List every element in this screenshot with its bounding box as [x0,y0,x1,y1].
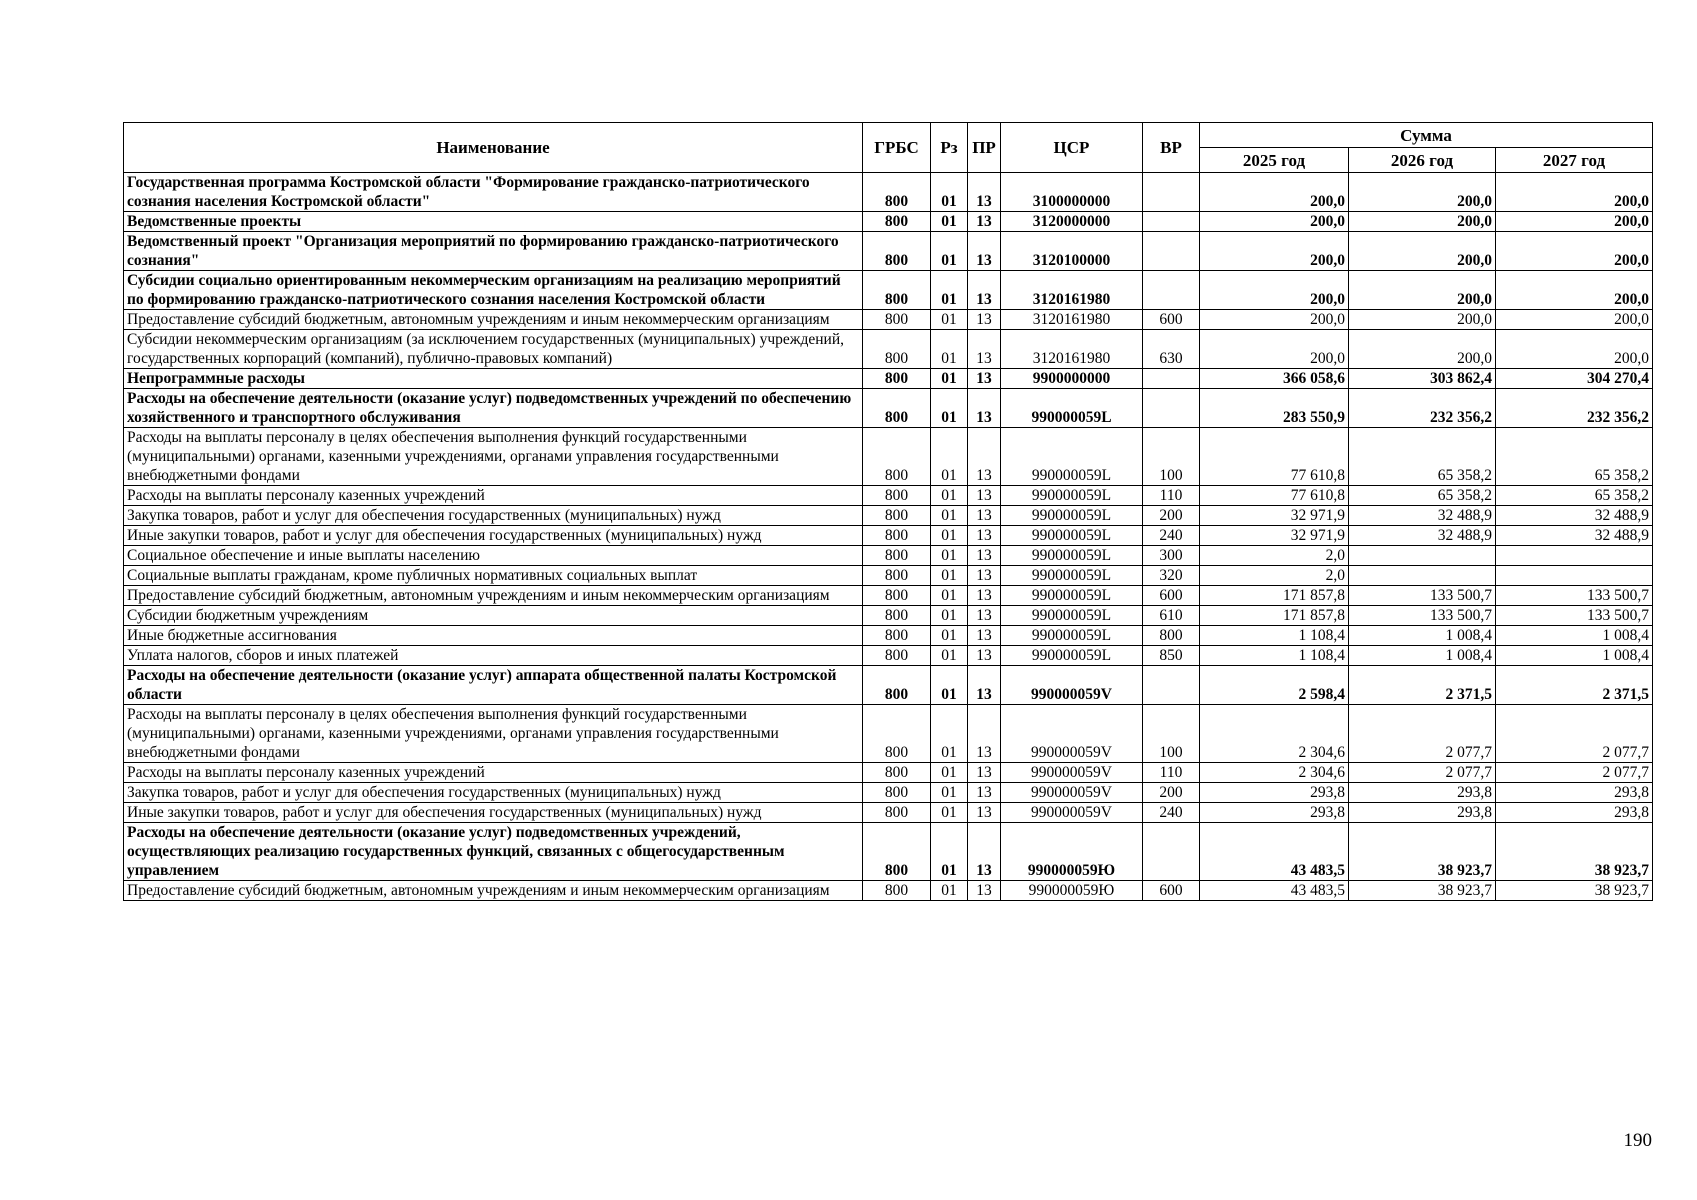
cell-y2027 [1496,546,1653,566]
table-row [124,232,1653,271]
cell-grbs: 800 [863,626,931,646]
cell-y2025: 283 550,9 [1200,389,1349,428]
cell-csr: 3120161980 [1001,271,1143,310]
cell-grbs: 800 [863,881,931,901]
cell-pr: 13 [968,232,1001,271]
cell-y2025: 32 971,9 [1200,526,1349,546]
cell-vr: 630 [1143,330,1200,369]
cell-y2026: 200,0 [1349,212,1496,232]
table-row [124,428,1653,486]
cell-rz: 01 [931,310,968,330]
cell-csr: 990000059L [1001,486,1143,506]
cell-pr: 13 [968,506,1001,526]
cell-y2026: 200,0 [1349,232,1496,271]
cell-csr: 3120000000 [1001,212,1143,232]
cell-vr [1143,389,1200,428]
cell-pr: 13 [968,783,1001,803]
cell-y2025: 1 108,4 [1200,646,1349,666]
cell-rz: 01 [931,232,968,271]
cell-grbs: 800 [863,389,931,428]
cell-grbs: 800 [863,646,931,666]
cell-y2025: 200,0 [1200,310,1349,330]
cell-grbs: 800 [863,586,931,606]
cell-rz: 01 [931,486,968,506]
cell-grbs: 800 [863,606,931,626]
cell-vr [1143,823,1200,881]
cell-rz: 01 [931,546,968,566]
cell-csr: 990000059L [1001,546,1143,566]
cell-pr: 13 [968,310,1001,330]
cell-csr: 990000059L [1001,506,1143,526]
cell-y2025: 77 610,8 [1200,486,1349,506]
cell-grbs: 800 [863,546,931,566]
cell-y2027: 200,0 [1496,232,1653,271]
cell-pr: 13 [968,212,1001,232]
table-row [124,803,1653,823]
cell-vr: 240 [1143,526,1200,546]
cell-rz: 01 [931,369,968,389]
cell-rz: 01 [931,212,968,232]
cell-y2027: 200,0 [1496,173,1653,212]
cell-grbs: 800 [863,823,931,881]
cell-name: Предоставление субсидий бюджетным, автономным учреждениям и иным некоммерческим организациям [124,586,863,606]
cell-y2027: 200,0 [1496,310,1653,330]
cell-vr: 850 [1143,646,1200,666]
cell-grbs: 800 [863,763,931,783]
cell-y2027: 1 008,4 [1496,646,1653,666]
cell-y2027: 65 358,2 [1496,486,1653,506]
cell-csr: 3100000000 [1001,173,1143,212]
cell-pr: 13 [968,823,1001,881]
cell-y2027: 200,0 [1496,330,1653,369]
cell-vr: 610 [1143,606,1200,626]
cell-y2026: 1 008,4 [1349,626,1496,646]
cell-csr: 990000059L [1001,626,1143,646]
cell-name: Расходы на обеспечение деятельности (оказание услуг) аппарата общественной палаты Костромской области [124,666,863,705]
cell-vr: 110 [1143,486,1200,506]
cell-name: Социальное обеспечение и иные выплаты населению [124,546,863,566]
cell-vr: 320 [1143,566,1200,586]
cell-y2025: 43 483,5 [1200,823,1349,881]
cell-name: Субсидии социально ориентированным некоммерческим организациям на реализацию мероприятий по формированию гражданско-патриотического сознания населения Костромской области [124,271,863,310]
cell-rz: 01 [931,428,968,486]
table-row [124,881,1653,901]
cell-name: Предоставление субсидий бюджетным, автономным учреждениям и иным некоммерческим организациям [124,881,863,901]
cell-y2027: 293,8 [1496,803,1653,823]
cell-csr: 990000059Ю [1001,823,1143,881]
cell-vr: 300 [1143,546,1200,566]
cell-name: Иные закупки товаров, работ и услуг для обеспечения государственных (муниципальных) нужд [124,803,863,823]
cell-y2027: 200,0 [1496,212,1653,232]
cell-y2025: 2 304,6 [1200,763,1349,783]
cell-y2025: 366 058,6 [1200,369,1349,389]
page-number: 190 [1623,1130,1652,1151]
cell-rz: 01 [931,271,968,310]
cell-vr [1143,212,1200,232]
cell-y2027: 293,8 [1496,783,1653,803]
cell-rz: 01 [931,881,968,901]
cell-vr: 240 [1143,803,1200,823]
cell-rz: 01 [931,803,968,823]
cell-rz: 01 [931,173,968,212]
cell-rz: 01 [931,783,968,803]
cell-pr: 13 [968,705,1001,763]
cell-grbs: 800 [863,705,931,763]
cell-rz: 01 [931,566,968,586]
cell-rz: 01 [931,666,968,705]
cell-y2027: 38 923,7 [1496,881,1653,901]
cell-csr: 3120161980 [1001,330,1143,369]
header-csr: ЦСР [1001,123,1143,173]
cell-csr: 990000059Ю [1001,881,1143,901]
cell-y2026: 32 488,9 [1349,526,1496,546]
header-2027: 2027 год [1496,148,1653,173]
cell-y2027: 304 270,4 [1496,369,1653,389]
cell-y2027: 133 500,7 [1496,606,1653,626]
cell-y2026: 2 077,7 [1349,763,1496,783]
cell-y2025: 293,8 [1200,783,1349,803]
cell-csr: 3120100000 [1001,232,1143,271]
cell-y2025: 32 971,9 [1200,506,1349,526]
cell-pr: 13 [968,666,1001,705]
table-row [124,310,1653,330]
cell-grbs: 800 [863,526,931,546]
cell-y2027: 2 077,7 [1496,763,1653,783]
cell-y2026: 200,0 [1349,310,1496,330]
cell-y2025: 2 304,6 [1200,705,1349,763]
cell-grbs: 800 [863,506,931,526]
cell-y2025: 171 857,8 [1200,606,1349,626]
table-row [124,173,1653,212]
cell-y2025: 2 598,4 [1200,666,1349,705]
table-row [124,783,1653,803]
cell-pr: 13 [968,486,1001,506]
cell-rz: 01 [931,526,968,546]
table-row [124,389,1653,428]
cell-y2025: 2,0 [1200,566,1349,586]
cell-pr: 13 [968,369,1001,389]
cell-y2026: 200,0 [1349,330,1496,369]
cell-grbs: 800 [863,486,931,506]
cell-name: Расходы на выплаты персоналу казенных учреждений [124,486,863,506]
cell-grbs: 800 [863,271,931,310]
cell-pr: 13 [968,646,1001,666]
cell-name: Ведомственные проекты [124,212,863,232]
cell-vr: 100 [1143,428,1200,486]
cell-name: Закупка товаров, работ и услуг для обеспечения государственных (муниципальных) нужд [124,506,863,526]
cell-pr: 13 [968,566,1001,586]
cell-vr: 200 [1143,506,1200,526]
cell-name: Уплата налогов, сборов и иных платежей [124,646,863,666]
table-row [124,271,1653,310]
cell-y2025: 77 610,8 [1200,428,1349,486]
cell-y2025: 2,0 [1200,546,1349,566]
cell-csr: 990000059V [1001,763,1143,783]
cell-vr [1143,232,1200,271]
table-row [124,666,1653,705]
cell-name: Иные бюджетные ассигнования [124,626,863,646]
cell-name: Ведомственный проект "Организация мероприятий по формированию гражданско-патриотического сознания" [124,232,863,271]
cell-csr: 990000059L [1001,566,1143,586]
cell-csr: 9900000000 [1001,369,1143,389]
cell-rz: 01 [931,626,968,646]
cell-y2027: 38 923,7 [1496,823,1653,881]
cell-y2026: 38 923,7 [1349,823,1496,881]
cell-csr: 990000059L [1001,526,1143,546]
cell-rz: 01 [931,389,968,428]
cell-grbs: 800 [863,212,931,232]
table-row [124,763,1653,783]
header-name: Наименование [124,123,863,173]
cell-pr: 13 [968,428,1001,486]
cell-grbs: 800 [863,369,931,389]
cell-y2026: 133 500,7 [1349,586,1496,606]
table-row [124,566,1653,586]
cell-csr: 990000059L [1001,428,1143,486]
cell-y2026: 2 077,7 [1349,705,1496,763]
cell-y2025: 200,0 [1200,330,1349,369]
budget-table [123,122,1653,901]
header-2025: 2025 год [1200,148,1349,173]
cell-csr: 990000059V [1001,705,1143,763]
cell-rz: 01 [931,606,968,626]
cell-name: Расходы на выплаты персоналу в целях обеспечения выполнения функций государственными (муниципальными) органами, казенными учреждениями, органами управления государственными внебюджетными фондами [124,428,863,486]
cell-grbs: 800 [863,310,931,330]
cell-y2026: 32 488,9 [1349,506,1496,526]
table-row [124,506,1653,526]
cell-grbs: 800 [863,666,931,705]
cell-csr: 990000059V [1001,783,1143,803]
cell-y2026: 200,0 [1349,271,1496,310]
cell-name: Социальные выплаты гражданам, кроме публичных нормативных социальных выплат [124,566,863,586]
cell-vr: 800 [1143,626,1200,646]
cell-y2026 [1349,566,1496,586]
cell-name: Закупка товаров, работ и услуг для обеспечения государственных (муниципальных) нужд [124,783,863,803]
cell-pr: 13 [968,606,1001,626]
cell-grbs: 800 [863,330,931,369]
table-body [124,173,1653,901]
cell-y2027: 32 488,9 [1496,526,1653,546]
cell-name: Расходы на выплаты персоналу в целях обеспечения выполнения функций государственными (муниципальными) органами, казенными учреждениями, органами управления государственными внебюджетными фондами [124,705,863,763]
cell-pr: 13 [968,173,1001,212]
cell-rz: 01 [931,763,968,783]
cell-y2025: 43 483,5 [1200,881,1349,901]
cell-rz: 01 [931,330,968,369]
cell-name: Государственная программа Костромской области "Формирование гражданско-патриотического сознания населения Костромской области" [124,173,863,212]
cell-grbs: 800 [863,173,931,212]
cell-y2026: 2 371,5 [1349,666,1496,705]
cell-y2026: 133 500,7 [1349,606,1496,626]
cell-grbs: 800 [863,428,931,486]
table-row [124,823,1653,881]
header-pr: ПР [968,123,1001,173]
cell-rz: 01 [931,705,968,763]
cell-vr [1143,369,1200,389]
cell-name: Непрограммные расходы [124,369,863,389]
cell-rz: 01 [931,823,968,881]
table-row [124,369,1653,389]
header-sum: Сумма [1200,123,1653,148]
cell-name: Расходы на обеспечение деятельности (оказание услуг) подведомственных учреждений, осуществляющих реализацию государственных функций, связанных с общегосударственным управлением [124,823,863,881]
cell-y2025: 200,0 [1200,271,1349,310]
cell-y2025: 200,0 [1200,232,1349,271]
cell-y2027: 1 008,4 [1496,626,1653,646]
cell-csr: 990000059L [1001,646,1143,666]
table-row [124,646,1653,666]
cell-y2025: 1 108,4 [1200,626,1349,646]
cell-pr: 13 [968,803,1001,823]
cell-name: Субсидии некоммерческим организациям (за исключением государственных (муниципальных) учреждений, государственных корпораций (компаний), публично-правовых компаний) [124,330,863,369]
cell-csr: 990000059V [1001,666,1143,705]
cell-pr: 13 [968,586,1001,606]
cell-y2027: 65 358,2 [1496,428,1653,486]
cell-vr: 200 [1143,783,1200,803]
table-row [124,526,1653,546]
cell-vr: 100 [1143,705,1200,763]
cell-y2025: 171 857,8 [1200,586,1349,606]
cell-vr [1143,666,1200,705]
cell-grbs: 800 [863,783,931,803]
table-row [124,330,1653,369]
header-grbs: ГРБС [863,123,931,173]
cell-rz: 01 [931,646,968,666]
cell-name: Расходы на выплаты персоналу казенных учреждений [124,763,863,783]
cell-grbs: 800 [863,803,931,823]
cell-y2026: 65 358,2 [1349,428,1496,486]
cell-vr: 600 [1143,881,1200,901]
cell-csr: 990000059V [1001,803,1143,823]
cell-csr: 990000059L [1001,586,1143,606]
header-vr: ВР [1143,123,1200,173]
cell-name: Предоставление субсидий бюджетным, автономным учреждениям и иным некоммерческим организациям [124,310,863,330]
cell-vr: 110 [1143,763,1200,783]
cell-vr: 600 [1143,586,1200,606]
cell-rz: 01 [931,586,968,606]
cell-pr: 13 [968,763,1001,783]
table-row [124,546,1653,566]
cell-name: Расходы на обеспечение деятельности (оказание услуг) подведомственных учреждений по обеспечению хозяйственного и транспортного обслуживания [124,389,863,428]
header-2026: 2026 год [1349,148,1496,173]
cell-y2026: 1 008,4 [1349,646,1496,666]
cell-pr: 13 [968,389,1001,428]
cell-y2025: 200,0 [1200,173,1349,212]
cell-y2027: 133 500,7 [1496,586,1653,606]
cell-y2027: 32 488,9 [1496,506,1653,526]
cell-pr: 13 [968,330,1001,369]
cell-csr: 990000059L [1001,389,1143,428]
cell-csr: 990000059L [1001,606,1143,626]
cell-y2027: 2 371,5 [1496,666,1653,705]
cell-pr: 13 [968,546,1001,566]
cell-grbs: 800 [863,566,931,586]
cell-pr: 13 [968,626,1001,646]
cell-y2027 [1496,566,1653,586]
cell-y2026: 38 923,7 [1349,881,1496,901]
table-row [124,705,1653,763]
header-rz: Рз [931,123,968,173]
cell-pr: 13 [968,271,1001,310]
cell-pr: 13 [968,881,1001,901]
cell-y2025: 200,0 [1200,212,1349,232]
cell-y2026 [1349,546,1496,566]
cell-y2026: 200,0 [1349,173,1496,212]
cell-y2026: 232 356,2 [1349,389,1496,428]
table-row [124,212,1653,232]
cell-name: Субсидии бюджетным учреждениям [124,606,863,626]
cell-csr: 3120161980 [1001,310,1143,330]
cell-y2027: 232 356,2 [1496,389,1653,428]
cell-name: Иные закупки товаров, работ и услуг для обеспечения государственных (муниципальных) нужд [124,526,863,546]
cell-y2027: 200,0 [1496,271,1653,310]
cell-y2026: 303 862,4 [1349,369,1496,389]
cell-rz: 01 [931,506,968,526]
cell-vr [1143,271,1200,310]
cell-y2026: 293,8 [1349,783,1496,803]
cell-y2026: 293,8 [1349,803,1496,823]
table-row [124,486,1653,506]
cell-grbs: 800 [863,232,931,271]
cell-y2027: 2 077,7 [1496,705,1653,763]
cell-pr: 13 [968,526,1001,546]
cell-y2025: 293,8 [1200,803,1349,823]
cell-vr [1143,173,1200,212]
cell-y2026: 65 358,2 [1349,486,1496,506]
table-row [124,626,1653,646]
table-row [124,586,1653,606]
table-row [124,606,1653,626]
cell-vr: 600 [1143,310,1200,330]
